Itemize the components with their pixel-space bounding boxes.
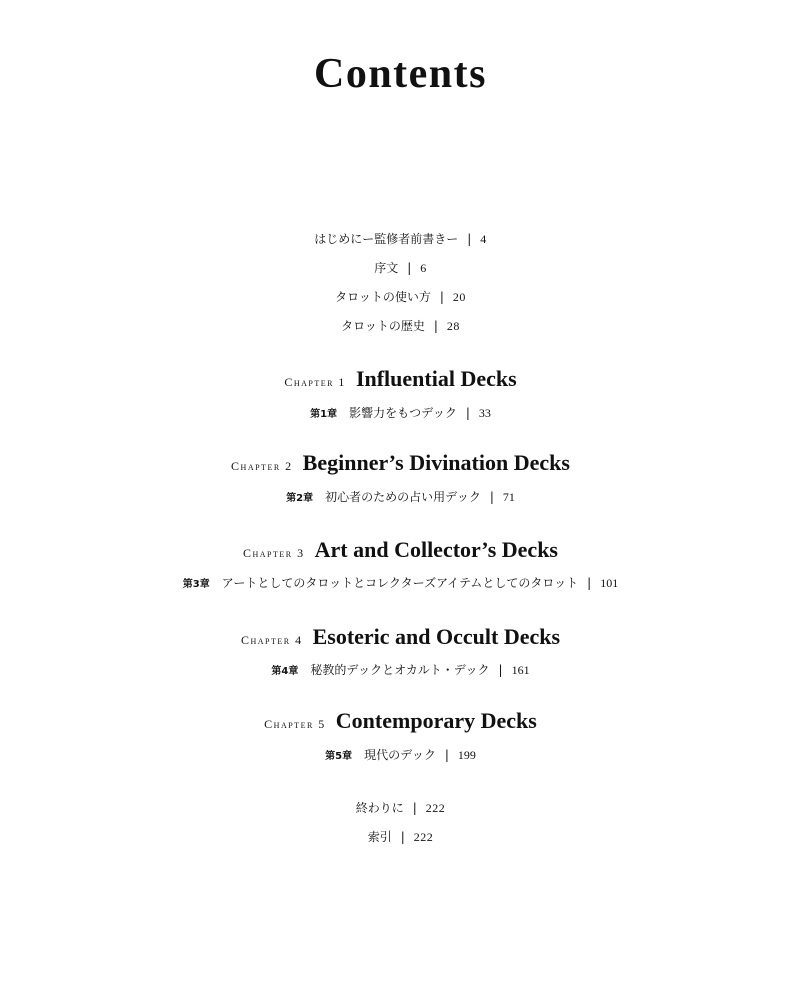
chapter-jp-title: アートとしてのタロットとコレクターズアイテムとしてのタロット xyxy=(221,576,579,590)
separator: | xyxy=(412,801,417,815)
toc-entry-afterword[interactable] xyxy=(0,799,801,816)
separator: | xyxy=(433,319,438,333)
toc-entry-preface[interactable] xyxy=(0,259,801,276)
chapter-page: 101 xyxy=(600,576,619,590)
toc-entry-page: 28 xyxy=(446,319,460,333)
chapter-jp-title: 初心者のための占い用デック xyxy=(325,490,481,504)
toc-entry-history[interactable] xyxy=(0,317,801,334)
chapter-5-heading[interactable] xyxy=(0,708,801,734)
chapter-label: Chapter 2 xyxy=(231,459,293,473)
chapter-4-jp-line[interactable] xyxy=(0,661,801,678)
toc-entry-label: はじめにー監修者前書きー xyxy=(314,232,459,246)
chapter-title: Contemporary Decks xyxy=(335,708,537,733)
chapter-2-jp-line[interactable] xyxy=(0,488,801,505)
toc-entry-page: 6 xyxy=(420,261,427,275)
chapter-3-jp-line[interactable] xyxy=(0,574,801,591)
chapter-title: Beginner’s Divination Decks xyxy=(302,450,570,475)
chapter-jp-title: 影響力をもつデック xyxy=(349,406,457,420)
chapter-title: Art and Collector’s Decks xyxy=(314,537,558,562)
chapter-jp-label: 第4章 xyxy=(271,666,299,677)
toc-entry-label: 序文 xyxy=(374,261,399,275)
page-title: Contents xyxy=(313,51,487,97)
chapter-label: Chapter 4 xyxy=(240,633,303,647)
chapter-page: 161 xyxy=(511,663,530,677)
separator: | xyxy=(587,576,592,590)
chapter-title: Influential Decks xyxy=(355,366,517,391)
chapter-2-heading[interactable] xyxy=(0,450,801,476)
chapter-1-heading[interactable] xyxy=(0,366,801,392)
chapter-label: Chapter 1 xyxy=(284,375,346,389)
toc-entry-page: 4 xyxy=(480,232,487,246)
toc-entry-page: 222 xyxy=(425,801,446,815)
toc-entry-how-to-use[interactable] xyxy=(0,288,801,305)
toc-entry-page: 222 xyxy=(413,830,434,844)
separator: | xyxy=(467,232,472,246)
toc-entry-foreword[interactable] xyxy=(0,230,801,247)
separator: | xyxy=(444,748,449,762)
chapter-jp-title: 秘教的デックとオカルト・デック xyxy=(310,663,490,677)
chapter-title: Esoteric and Occult Decks xyxy=(312,624,561,649)
toc-entry-label: 終わりに xyxy=(355,801,404,815)
separator: | xyxy=(498,663,503,677)
toc-entry-page: 20 xyxy=(452,290,466,304)
separator: | xyxy=(465,406,470,420)
chapter-label: Chapter 5 xyxy=(264,717,326,731)
toc-entry-label: タロットの歴史 xyxy=(341,319,425,333)
toc-entry-label: タロットの使い方 xyxy=(335,290,431,304)
separator: | xyxy=(439,290,444,304)
chapter-label: Chapter 3 xyxy=(243,546,305,560)
separator: | xyxy=(489,490,494,504)
separator: | xyxy=(400,830,405,844)
chapter-page: 71 xyxy=(502,490,515,504)
chapter-jp-label: 第1章 xyxy=(310,409,338,420)
chapter-5-jp-line[interactable] xyxy=(0,746,801,763)
chapter-page: 33 xyxy=(478,406,491,420)
toc-entry-index[interactable] xyxy=(0,828,801,845)
chapter-jp-label: 第5章 xyxy=(325,751,353,762)
chapter-1-jp-line[interactable] xyxy=(0,404,801,421)
chapter-page: 199 xyxy=(457,748,476,762)
chapter-jp-label: 第3章 xyxy=(182,579,210,590)
chapter-jp-title: 現代のデック xyxy=(364,748,436,762)
separator: | xyxy=(407,261,412,275)
toc-entry-label: 索引 xyxy=(367,830,392,844)
chapter-3-heading[interactable] xyxy=(0,537,801,563)
chapter-4-heading[interactable] xyxy=(0,624,801,650)
chapter-jp-label: 第2章 xyxy=(286,493,314,504)
